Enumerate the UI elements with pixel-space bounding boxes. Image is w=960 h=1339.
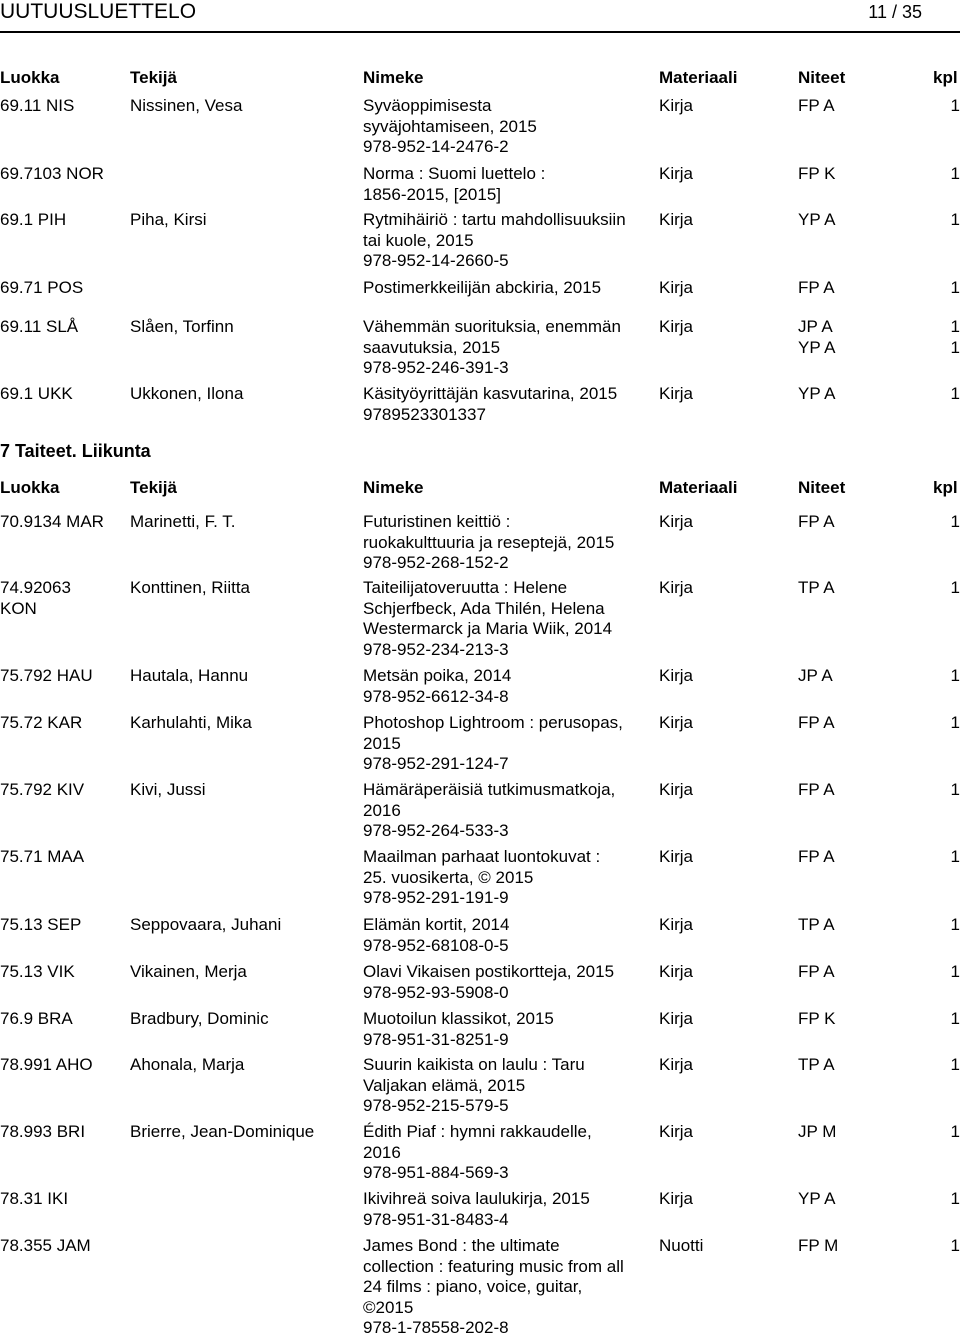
entry-niteet: FP A — [798, 713, 835, 732]
entry-nimeke-line: Postimerkkeilijän abckiria, 2015 — [363, 278, 602, 297]
entry-luokka: 75.792 HAU — [0, 666, 93, 685]
entry-nimeke-line: Metsän poika, 2014 — [363, 666, 512, 685]
entry-materiaali: Kirja — [659, 384, 694, 403]
entry-nimeke-line: 24 films : piano, voice, guitar, — [363, 1277, 583, 1296]
entry-nimeke-line: Norma : Suomi luettelo : — [363, 164, 546, 183]
entry-kpl: 1 — [950, 337, 960, 357]
entry-niteet: JP A — [798, 317, 833, 336]
entry-luokka: 78.355 JAM — [0, 1236, 91, 1255]
entry-kpl: 1 — [950, 713, 960, 732]
entry-nimeke-line: 978-952-68108-0-5 — [363, 935, 509, 955]
entry-niteet: JP M — [798, 1122, 837, 1141]
col-kpl-header: kpl — [933, 68, 958, 87]
entry-nimeke-line: Taiteilijatoveruutta : Helene — [363, 578, 568, 597]
entry-nimeke-line: syväjohtamiseen, 2015 — [363, 116, 537, 136]
entry-kpl: 1 — [950, 780, 960, 799]
entry-nimeke-line: 978-951-884-569-3 — [363, 1163, 509, 1182]
entry-nimeke-line: Futuristinen keittiö : — [363, 512, 511, 531]
entry-niteet: YP A — [798, 337, 836, 357]
entry-kpl: 1 — [950, 164, 960, 183]
entry-nimeke-line: 978-952-264-533-3 — [363, 821, 509, 840]
entry-niteet: FP K — [798, 1009, 836, 1028]
col-kpl-header-2: kpl — [933, 478, 958, 497]
entry-kpl: 1 — [950, 1122, 960, 1141]
entry-nimeke-line: 2016 — [363, 800, 401, 820]
entry-tekija: Vikainen, Merja — [130, 962, 247, 981]
entry-tekija: Nissinen, Vesa — [130, 96, 243, 115]
entry-kpl: 1 — [950, 962, 960, 981]
entry-materiaali: Kirja — [659, 164, 694, 183]
entry-nimeke-line: Olavi Vikaisen postikortteja, 2015 — [363, 962, 615, 981]
entry-kpl: 1 — [950, 384, 960, 403]
entry-kpl: 1 — [950, 210, 960, 229]
entry-materiaali: Kirja — [659, 962, 694, 981]
section-title: 7 Taiteet. Liikunta — [0, 441, 151, 461]
entry-niteet: FP A — [798, 512, 835, 531]
entry-tekija: Brierre, Jean-Dominique — [130, 1122, 315, 1141]
entry-nimeke-line: 978-952-291-124-7 — [363, 754, 509, 773]
entry-niteet: FP A — [798, 962, 835, 981]
entry-nimeke-line: 978-952-234-213-3 — [363, 639, 509, 659]
entry-luokka: KON — [0, 598, 37, 618]
entry-nimeke-line: 978-952-6612-34-8 — [363, 686, 509, 706]
col-nimeke-header: Nimeke — [363, 68, 424, 87]
entry-materiaali: Kirja — [659, 317, 694, 336]
entry-materiaali: Kirja — [659, 96, 694, 115]
entry-kpl: 1 — [950, 666, 960, 685]
entry-luokka: 75.72 KAR — [0, 713, 83, 732]
entry-nimeke-line: 978-952-14-2476-2 — [363, 137, 509, 156]
entry-tekija: Marinetti, F. T. — [130, 512, 236, 531]
entry-kpl: 1 — [950, 512, 960, 531]
entry-nimeke-line: 2015 — [363, 733, 401, 753]
entry-tekija: Hautala, Hannu — [130, 666, 249, 685]
entry-nimeke-line: 9789523301337 — [363, 404, 486, 424]
entry-luokka: 69.71 POS — [0, 278, 84, 297]
entry-nimeke-line: 978-952-14-2660-5 — [363, 251, 509, 270]
entry-nimeke-line: Hämäräperäisiä tutkimusmatkoja, — [363, 780, 616, 799]
page-title: UUTUUSLUETTELO — [0, 0, 197, 23]
entry-nimeke-line: Westermarck ja Maria Wiik, 2014 — [363, 619, 613, 638]
entry-luokka: 69.7103 NOR — [0, 164, 104, 183]
entry-tekija: Kivi, Jussi — [130, 780, 206, 799]
entry-kpl: 1 — [950, 1189, 960, 1208]
entry-luokka: 69.1 UKK — [0, 384, 73, 403]
entry-luokka: 74.92063 — [0, 578, 71, 597]
col-niteet-header: Niteet — [798, 68, 846, 87]
entry-niteet: FP A — [798, 847, 835, 866]
entry-nimeke-line: Schjerfbeck, Ada Thilén, Helena — [363, 598, 605, 618]
entry-nimeke-line: 978-951-31-8251-9 — [363, 1029, 509, 1049]
entry-nimeke-line: 1856-2015, [2015] — [363, 184, 502, 204]
entry-tekija: Ukkonen, Ilona — [130, 384, 244, 403]
entry-luokka: 75.13 VIK — [0, 962, 75, 981]
entry-materiaali: Kirja — [659, 210, 694, 229]
entry-luokka: 78.31 IKI — [0, 1189, 69, 1208]
entry-luokka: 69.11 NIS — [0, 96, 75, 115]
entry-nimeke-line: Elämän kortit, 2014 — [363, 915, 510, 934]
entry-niteet: YP A — [798, 1189, 836, 1208]
entry-luokka: 69.1 PIH — [0, 210, 67, 229]
page-number: 11 / 35 — [868, 2, 922, 22]
col-tekija-header-2: Tekijä — [130, 478, 177, 497]
entry-materiaali: Kirja — [659, 278, 694, 297]
col-niteet-header-2: Niteet — [798, 478, 846, 497]
entry-luokka: 70.9134 MAR — [0, 512, 104, 531]
entry-luokka: 78.993 BRI — [0, 1122, 86, 1141]
entry-materiaali: Kirja — [659, 780, 694, 799]
entry-luokka: 76.9 BRA — [0, 1009, 73, 1028]
entry-nimeke-line: Käsityöyrittäjän kasvutarina, 2015 — [363, 384, 618, 403]
entry-tekija: Slåen, Torfinn — [130, 317, 234, 336]
entry-materiaali: Kirja — [659, 847, 694, 866]
entry-materiaali: Kirja — [659, 713, 694, 732]
entry-materiaali: Kirja — [659, 578, 694, 597]
entry-nimeke-line: 978-952-215-579-5 — [363, 1096, 509, 1115]
entry-nimeke-line: 978-952-291-191-9 — [363, 888, 509, 907]
entry-nimeke-line: 978-952-93-5908-0 — [363, 982, 509, 1002]
entry-nimeke-line: ruokakulttuuria ja reseptejä, 2015 — [363, 532, 615, 552]
entry-nimeke-line: James Bond : the ultimate — [363, 1236, 560, 1255]
entry-nimeke-line: collection : featuring music from all — [363, 1256, 624, 1276]
entry-nimeke-line: 2016 — [363, 1142, 401, 1162]
entry-kpl: 1 — [950, 915, 960, 934]
entry-nimeke-line: 25. vuosikerta, © 2015 — [363, 867, 534, 887]
entry-materiaali: Kirja — [659, 1055, 694, 1074]
entry-materiaali: Kirja — [659, 512, 694, 531]
entry-nimeke-line: 978-952-246-391-3 — [363, 358, 509, 377]
entry-niteet: YP A — [798, 210, 836, 229]
entry-niteet: FP A — [798, 96, 835, 115]
entry-niteet: FP A — [798, 780, 835, 799]
entry-niteet: FP A — [798, 278, 835, 297]
col-nimeke-header-2: Nimeke — [363, 478, 424, 497]
entry-luokka: 75.792 KIV — [0, 780, 85, 799]
entry-luokka: 69.11 SLÅ — [0, 317, 79, 336]
entry-nimeke-line: Ikivihreä soiva laulukirja, 2015 — [363, 1189, 590, 1208]
entry-nimeke-line: 978-1-78558-202-8 — [363, 1318, 509, 1337]
entry-materiaali: Kirja — [659, 915, 694, 934]
entry-nimeke-line: Valjakan elämä, 2015 — [363, 1075, 526, 1095]
entry-luokka: 78.991 AHO — [0, 1055, 93, 1074]
entry-nimeke-line: ©2015 — [363, 1297, 414, 1317]
entry-nimeke-line: 978-951-31-8483-4 — [363, 1209, 509, 1229]
entry-kpl: 1 — [950, 1236, 960, 1255]
entry-tekija: Ahonala, Marja — [130, 1055, 245, 1074]
entry-kpl: 1 — [950, 1009, 960, 1028]
entry-niteet: YP A — [798, 384, 836, 403]
entry-luokka: 75.13 SEP — [0, 915, 82, 934]
col-tekija-header: Tekijä — [130, 68, 177, 87]
entry-materiaali: Kirja — [659, 1122, 694, 1141]
header-rule — [0, 31, 960, 33]
entry-materiaali: Kirja — [659, 1189, 694, 1208]
entry-nimeke-line: Vähemmän suorituksia, enemmän — [363, 317, 621, 336]
entry-kpl: 1 — [950, 847, 960, 866]
entry-tekija: Konttinen, Riitta — [130, 578, 251, 597]
entry-nimeke-line: Photoshop Lightroom : perusopas, — [363, 713, 623, 732]
entry-tekija: Seppovaara, Juhani — [130, 915, 282, 934]
entry-kpl: 1 — [950, 1055, 960, 1074]
entry-kpl: 1 — [950, 278, 960, 297]
entry-materiaali: Kirja — [659, 666, 694, 685]
entry-niteet: FP K — [798, 164, 836, 183]
col-luokka-header-2: Luokka — [0, 478, 60, 497]
entry-luokka: 75.71 MAA — [0, 847, 85, 866]
entry-nimeke-line: 978-952-268-152-2 — [363, 553, 509, 572]
entry-nimeke-line: Suurin kaikista on laulu : Taru — [363, 1055, 585, 1074]
entry-nimeke-line: saavutuksia, 2015 — [363, 337, 501, 357]
entry-tekija: Karhulahti, Mika — [130, 713, 252, 732]
entry-materiaali: Nuotti — [659, 1236, 704, 1255]
entry-niteet: JP A — [798, 666, 833, 685]
entry-niteet: TP A — [798, 1055, 835, 1074]
entry-nimeke-line: Syväoppimisesta — [363, 96, 492, 115]
col-luokka-header: Luokka — [0, 68, 60, 87]
entry-tekija: Piha, Kirsi — [130, 210, 207, 229]
entry-kpl: 1 — [950, 317, 960, 336]
entry-niteet: FP M — [798, 1236, 839, 1255]
entry-kpl: 1 — [950, 96, 960, 115]
entry-nimeke-line: Rytmihäiriö : tartu mahdollisuuksiin — [363, 210, 626, 229]
entry-nimeke-line: Muotoilun klassikot, 2015 — [363, 1009, 554, 1028]
entry-niteet: TP A — [798, 578, 835, 597]
entry-tekija: Bradbury, Dominic — [130, 1009, 269, 1028]
entry-nimeke-line: Maailman parhaat luontokuvat : — [363, 847, 601, 866]
entry-nimeke-line: tai kuole, 2015 — [363, 230, 474, 250]
entry-materiaali: Kirja — [659, 1009, 694, 1028]
col-materiaali-header-2: Materiaali — [659, 478, 738, 497]
entry-nimeke-line: Édith Piaf : hymni rakkaudelle, — [363, 1122, 592, 1141]
entry-niteet: TP A — [798, 915, 835, 934]
col-materiaali-header: Materiaali — [659, 68, 738, 87]
entry-kpl: 1 — [950, 578, 960, 597]
